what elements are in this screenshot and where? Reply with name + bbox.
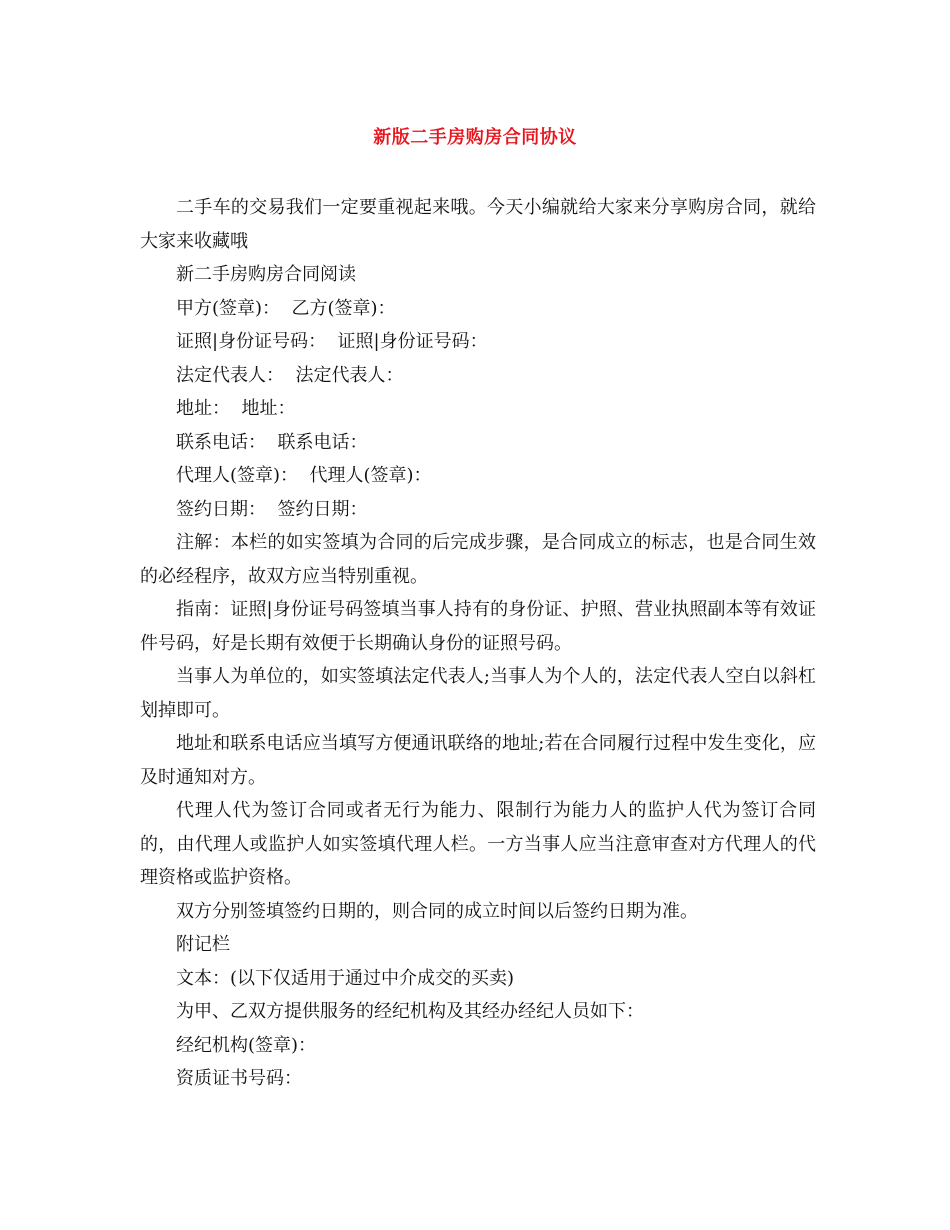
paragraph: 当事人为单位的，如实签填法定代表人;当事人为个人的，法定代表人空白以斜杠划掉即可。	[140, 666, 816, 721]
document-title: 新版二手房购房合同协议	[373, 127, 577, 148]
paragraph: 证照|身份证号码： 证照|身份证号码：	[176, 331, 488, 352]
paragraph: 文本：(以下仅适用于通过中介成交的买卖)	[176, 967, 515, 989]
paragraph: 联系电话： 联系电话：	[176, 431, 368, 453]
paragraph: 注解：本栏的如实签填为合同的后完成步骤，是合同成立的标志，也是合同生效的必经程序，故双方应当特别重视。	[140, 532, 816, 587]
paragraph: 甲方(签章)： 乙方(签章)：	[176, 297, 396, 319]
paragraph: 资质证书号码：	[176, 1068, 302, 1089]
paragraph: 为甲、乙双方提供服务的经纪机构及其经办经纪人员如下：	[176, 1001, 644, 1022]
document-body	[140, 191, 816, 1096]
paragraph: 附记栏	[176, 934, 230, 955]
paragraph: 新二手房购房合同阅读	[176, 264, 356, 285]
paragraph: 指南：证照|身份证号码签填当事人持有的身份证、护照、营业执照副本等有效证件号码，好是长期有效便于长期确认身份的证照号码。	[140, 599, 816, 654]
paragraph: 二手车的交易我们一定要重视起来哦。今天小编就给大家来分享购房合同，就给大家来收藏哦	[140, 197, 816, 252]
paragraph: 签约日期： 签约日期：	[176, 498, 368, 520]
paragraph: 代理人(签章)： 代理人(签章)：	[176, 465, 432, 486]
paragraph: 法定代表人： 法定代表人：	[176, 364, 404, 386]
paragraph: 代理人代为签订合同或者无行为能力、限制行为能力人的监护人代为签订合同的，由代理人或监护人如实签填代理人栏。一方当事人应当注意审查对方代理人的代理资格或监护资格。	[140, 800, 816, 888]
paragraph: 经纪机构(签章)：	[176, 1034, 317, 1056]
paragraph: 地址和联系电话应当填写方便通讯联络的地址;若在合同履行过程中发生变化，应及时通知对方。	[140, 733, 816, 788]
paragraph: 双方分别签填签约日期的，则合同的成立时间以后签约日期为准。	[176, 900, 698, 922]
paragraph: 地址： 地址：	[176, 398, 296, 419]
